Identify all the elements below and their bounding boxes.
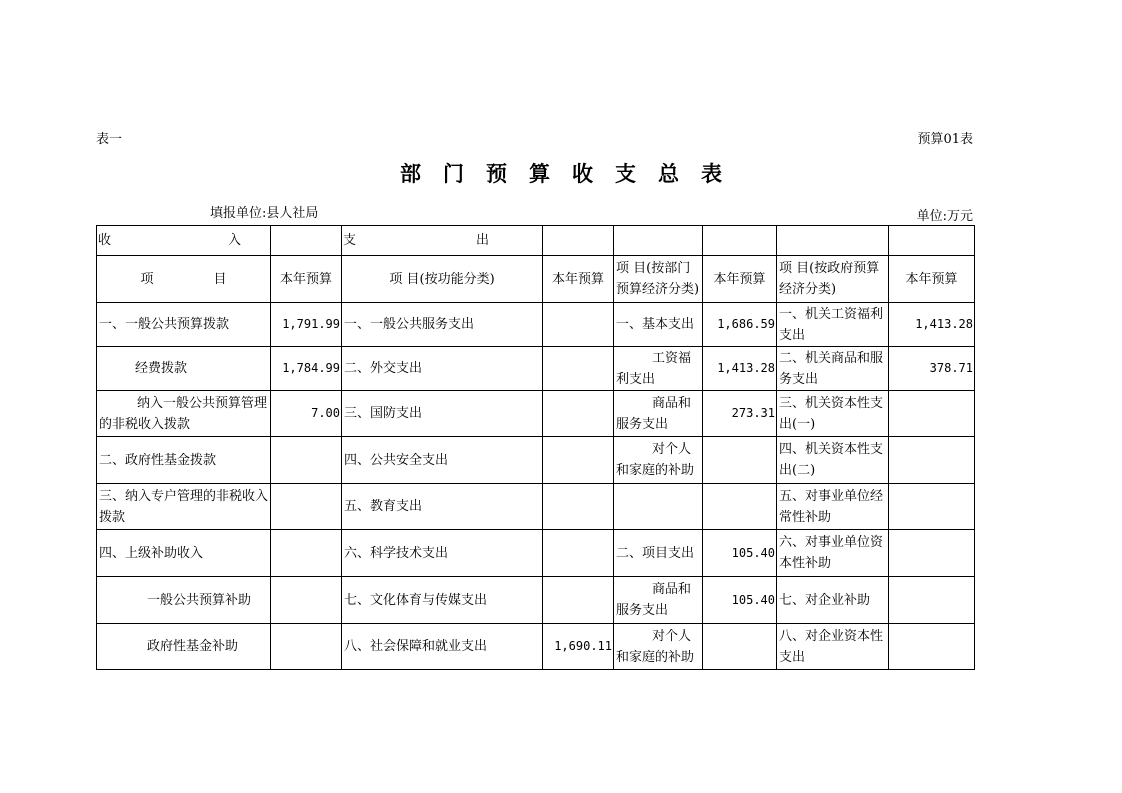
func-amount	[543, 437, 614, 484]
gov-amount	[889, 624, 975, 670]
dept-item: 对个人和家庭的补助	[614, 437, 703, 484]
budget-summary-table	[96, 225, 975, 670]
gov-item: 四、机关资本性支出(二)	[777, 437, 889, 484]
func-item: 四、公共安全支出	[342, 437, 543, 484]
gov-item: 六、对事业单位资本性补助	[777, 530, 889, 577]
income-amount	[271, 484, 342, 530]
func-item: 五、教育支出	[342, 484, 543, 530]
func-amount	[543, 303, 614, 347]
income-amount	[271, 577, 342, 624]
func-item: 三、国防支出	[342, 391, 543, 437]
income-amount	[271, 624, 342, 670]
empty-cell	[777, 226, 889, 256]
income-group-header: 收 入	[97, 226, 271, 256]
gov-amount	[889, 484, 975, 530]
dept-amount: 273.31	[703, 391, 777, 437]
empty-cell	[614, 226, 703, 256]
income-item-header: 项 目	[97, 256, 271, 303]
func-amount: 1,690.11	[543, 624, 614, 670]
empty-cell	[543, 226, 614, 256]
empty-cell	[703, 226, 777, 256]
gov-amount: 1,413.28	[889, 303, 975, 347]
gov-amount	[889, 437, 975, 484]
expense-group-header: 支 出	[342, 226, 543, 256]
income-item: 三、纳入专户管理的非税收入拨款	[97, 484, 271, 530]
func-amount	[543, 347, 614, 391]
empty-cell	[271, 226, 342, 256]
gov-amount	[889, 577, 975, 624]
income-item: 纳入一般公共预算管理的非税收入拨款	[97, 391, 271, 437]
income-item: 四、上级补助收入	[97, 530, 271, 577]
gov-item: 五、对事业单位经常性补助	[777, 484, 889, 530]
dept-amount	[703, 437, 777, 484]
func-amount	[543, 577, 614, 624]
income-item: 二、政府性基金拨款	[97, 437, 271, 484]
table-row	[97, 624, 975, 670]
dept-item	[614, 484, 703, 530]
gov-amount: 378.71	[889, 347, 975, 391]
dept-item: 对个人和家庭的补助	[614, 624, 703, 670]
dept-item: 一、基本支出	[614, 303, 703, 347]
gov-item-header: 项 目(按政府预算经济分类)	[777, 256, 889, 303]
dept-item: 工资福利支出	[614, 347, 703, 391]
income-amount: 7.00	[271, 391, 342, 437]
filing-unit: 填报单位:县人社局	[210, 206, 319, 221]
dept-item: 二、项目支出	[614, 530, 703, 577]
dept-amount: 1,413.28	[703, 347, 777, 391]
income-amount	[271, 530, 342, 577]
func-budget-header: 本年预算	[543, 256, 614, 303]
gov-budget-header: 本年预算	[889, 256, 975, 303]
gov-amount	[889, 391, 975, 437]
group-header-row	[97, 226, 975, 256]
table-row	[97, 577, 975, 624]
income-amount	[271, 437, 342, 484]
gov-item: 二、机关商品和服务支出	[777, 347, 889, 391]
table-row	[97, 303, 975, 347]
func-amount	[543, 484, 614, 530]
dept-item-header: 项 目(按部门预算经济分类)	[614, 256, 703, 303]
income-item: 一、一般公共预算拨款	[97, 303, 271, 347]
dept-amount	[703, 484, 777, 530]
income-amount: 1,784.99	[271, 347, 342, 391]
gov-item: 一、机关工资福利支出	[777, 303, 889, 347]
income-amount: 1,791.99	[271, 303, 342, 347]
table-row	[97, 347, 975, 391]
gov-item: 八、对企业资本性支出	[777, 624, 889, 670]
table-row	[97, 484, 975, 530]
func-item: 八、社会保障和就业支出	[342, 624, 543, 670]
column-header-row	[97, 256, 975, 303]
page-title: 部门预算收支总表	[400, 161, 744, 186]
func-item: 六、科学技术支出	[342, 530, 543, 577]
dept-amount: 105.40	[703, 530, 777, 577]
income-budget-header: 本年预算	[271, 256, 342, 303]
func-amount	[543, 391, 614, 437]
dept-budget-header: 本年预算	[703, 256, 777, 303]
income-item: 政府性基金补助	[97, 624, 271, 670]
func-item: 七、文化体育与传媒支出	[342, 577, 543, 624]
table-row	[97, 437, 975, 484]
income-item: 一般公共预算补助	[97, 577, 271, 624]
table-row	[97, 530, 975, 577]
unit-label: 单位:万元	[916, 209, 973, 224]
func-item: 二、外交支出	[342, 347, 543, 391]
dept-amount	[703, 624, 777, 670]
func-item-header: 项 目(按功能分类)	[342, 256, 543, 303]
dept-amount: 1,686.59	[703, 303, 777, 347]
gov-item: 七、对企业补助	[777, 577, 889, 624]
dept-item: 商品和服务支出	[614, 391, 703, 437]
dept-amount: 105.40	[703, 577, 777, 624]
table-row	[97, 391, 975, 437]
gov-amount	[889, 530, 975, 577]
dept-item: 商品和服务支出	[614, 577, 703, 624]
table-number: 表一	[96, 132, 123, 147]
empty-cell	[889, 226, 975, 256]
gov-item: 三、机关资本性支出(一)	[777, 391, 889, 437]
income-item: 经费拨款	[97, 347, 271, 391]
func-amount	[543, 530, 614, 577]
form-code: 预算01表	[917, 132, 973, 147]
func-item: 一、一般公共服务支出	[342, 303, 543, 347]
